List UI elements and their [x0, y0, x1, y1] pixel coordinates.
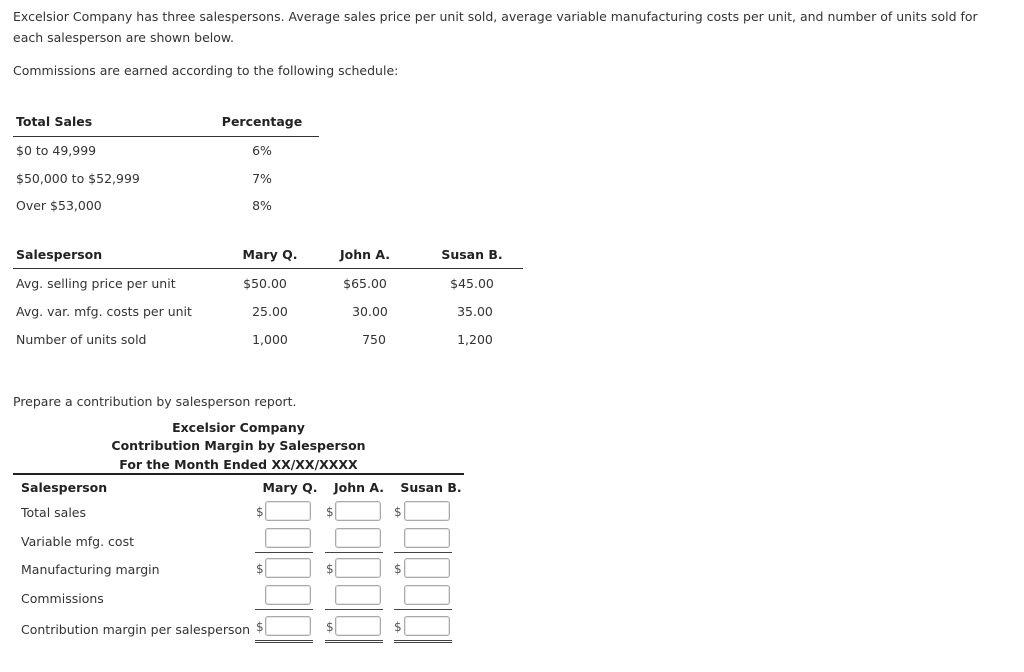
- report-header-rule: [13, 473, 464, 475]
- subtotal-rule: [325, 609, 383, 610]
- report-period: For the Month Ended XX/XX/XXXX: [119, 457, 358, 472]
- sales-row-value: 1,200: [457, 332, 493, 347]
- subtotal-rule: [394, 552, 452, 553]
- report-company: Excelsior Company: [172, 420, 305, 435]
- total-double-rule: [325, 640, 383, 643]
- subtotal-rule: [255, 552, 313, 553]
- total-sales-mary-input[interactable]: [265, 501, 311, 521]
- sales-row-value: $65.00: [343, 276, 387, 291]
- sales-row-value: 750: [362, 332, 386, 347]
- dollar-sign: $: [326, 620, 334, 634]
- schedule-header-total-sales: Total Sales: [16, 114, 93, 129]
- report-row-label-commissions: Commissions: [21, 591, 104, 606]
- report-col-header-susan: Susan B.: [400, 480, 462, 495]
- manufacturing-margin-mary-input[interactable]: [265, 558, 311, 578]
- schedule-row-range: $0 to 49,999: [16, 143, 97, 158]
- commissions-mary-input[interactable]: [265, 585, 311, 605]
- contribution-margin-susan-input[interactable]: [404, 616, 450, 636]
- sales-row-value: 1,000: [252, 332, 288, 347]
- total-sales-john-input[interactable]: [335, 501, 381, 521]
- sales-row-value: 35.00: [457, 304, 493, 319]
- sales-row-value: 30.00: [352, 304, 388, 319]
- dollar-sign: $: [256, 620, 264, 634]
- commissions-text: Commissions are earned according to the following schedule:: [13, 63, 399, 78]
- variable-mfg-cost-susan-input[interactable]: [404, 528, 450, 548]
- variable-mfg-cost-john-input[interactable]: [335, 528, 381, 548]
- sales-header-rule: [13, 268, 523, 269]
- commissions-susan-input[interactable]: [404, 585, 450, 605]
- manufacturing-margin-john-input[interactable]: [335, 558, 381, 578]
- schedule-row-range: $50,000 to $52,999: [16, 171, 140, 186]
- report-title: Contribution Margin by Salesperson: [111, 438, 366, 453]
- dollar-sign: $: [326, 562, 334, 576]
- dollar-sign: $: [394, 505, 402, 519]
- total-double-rule: [255, 640, 313, 643]
- schedule-row-range: Over $53,000: [16, 198, 102, 213]
- report-row-label-variable-mfg-cost: Variable mfg. cost: [21, 534, 134, 549]
- contribution-margin-mary-input[interactable]: [265, 616, 311, 636]
- sales-row-label: Avg. var. mfg. costs per unit: [16, 304, 192, 319]
- sales-row-label: Number of units sold: [16, 332, 147, 347]
- variable-mfg-cost-mary-input[interactable]: [265, 528, 311, 548]
- sales-header-susan: Susan B.: [441, 247, 503, 262]
- manufacturing-margin-susan-input[interactable]: [404, 558, 450, 578]
- sales-header-salesperson: Salesperson: [16, 247, 103, 262]
- report-col-header-john: John A.: [333, 480, 385, 495]
- sales-row-value: 25.00: [252, 304, 288, 319]
- total-sales-susan-input[interactable]: [404, 501, 450, 521]
- sales-row-value: $50.00: [243, 276, 287, 291]
- dollar-sign: $: [256, 562, 264, 576]
- schedule-row-percent: 7%: [252, 171, 272, 186]
- sales-row-label: Avg. selling price per unit: [16, 276, 176, 291]
- subtotal-rule: [325, 552, 383, 553]
- dollar-sign: $: [326, 505, 334, 519]
- report-row-label-manufacturing-margin: Manufacturing margin: [21, 562, 160, 577]
- dollar-sign: $: [394, 620, 402, 634]
- sales-header-john: John A.: [339, 247, 391, 262]
- prepare-text: Prepare a contribution by salesperson report.: [13, 394, 297, 409]
- total-double-rule: [394, 640, 452, 643]
- contribution-margin-john-input[interactable]: [335, 616, 381, 636]
- subtotal-rule: [394, 609, 452, 610]
- schedule-row-percent: 6%: [252, 143, 272, 158]
- report-row-label-contribution-margin: Contribution margin per salesperson: [21, 622, 251, 637]
- sales-row-value: $45.00: [450, 276, 494, 291]
- report-col-header-salesperson: Salesperson: [21, 480, 108, 495]
- commissions-john-input[interactable]: [335, 585, 381, 605]
- report-col-header-mary: Mary Q.: [262, 480, 318, 495]
- report-row-label-total-sales: Total sales: [21, 505, 87, 520]
- schedule-header-rule: [13, 136, 319, 137]
- dollar-sign: $: [256, 505, 264, 519]
- subtotal-rule: [255, 609, 313, 610]
- dollar-sign: $: [394, 562, 402, 576]
- schedule-header-percentage: Percentage: [221, 114, 303, 129]
- sales-header-mary: Mary Q.: [242, 247, 298, 262]
- intro-text: Excelsior Company has three salespersons. Average sales price per unit sold, average variable manufacturing costs per unit, and number of units sold for each salesperson are shown below.: [13, 9, 978, 45]
- schedule-row-percent: 8%: [252, 198, 272, 213]
